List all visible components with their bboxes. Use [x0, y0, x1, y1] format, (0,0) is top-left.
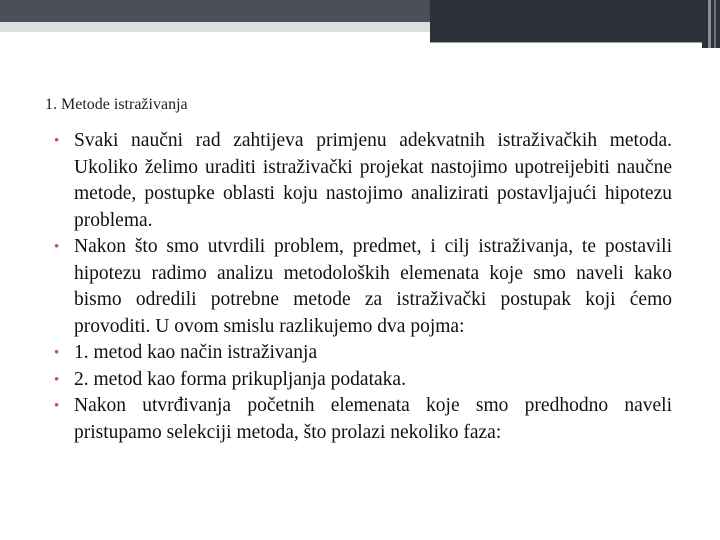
bullet-list	[54, 128, 672, 446]
bullet-icon: •	[54, 345, 60, 361]
header-edge-line	[708, 0, 711, 48]
list-item	[54, 367, 672, 394]
list-item	[54, 340, 672, 367]
bullet-icon: •	[54, 371, 60, 388]
bullet-icon: •	[54, 239, 60, 255]
slide-title: 1. Metode istraživanja	[45, 96, 188, 113]
bullet-text: 1. metod kao način istraživanja	[74, 342, 318, 363]
bullet-text: Nakon utvrđivanja početnih elemenata koje smo predhodno naveli pristupamo selekciji metoda, što prolazi nekoliko faza:	[74, 395, 672, 443]
list-item	[54, 393, 672, 446]
bullet-text: Svaki naučni rad zahtijeva primjenu adekvatnih istraživačkih metoda. Ukoliko želimo uraditi istraživački projekat nastojimo upotreijebiti naučne metode, postupke oblasti koju nastojimo analizirati postavljajući hipotezu problema.	[74, 130, 672, 231]
bullet-text: Nakon što smo utvrdili problem, predmet, i cilj istraživanja, te postavili hipotezu radimo analizu metodoloških elemenata koje smo naveli kako bismo odredili potrebne metode za istraživački postupak koji ćemo provoditi. U ovom smislu razlikujemo dva pojma:	[74, 236, 672, 337]
bullet-text: 2. metod kao forma prikupljanja podataka.	[74, 368, 406, 390]
bullet-icon: •	[54, 398, 60, 414]
header-edge	[702, 0, 720, 48]
bullet-icon: •	[54, 133, 60, 149]
list-item	[54, 128, 672, 234]
header-panel	[430, 0, 702, 43]
header-edge-line	[714, 0, 716, 48]
list-item	[54, 234, 672, 340]
